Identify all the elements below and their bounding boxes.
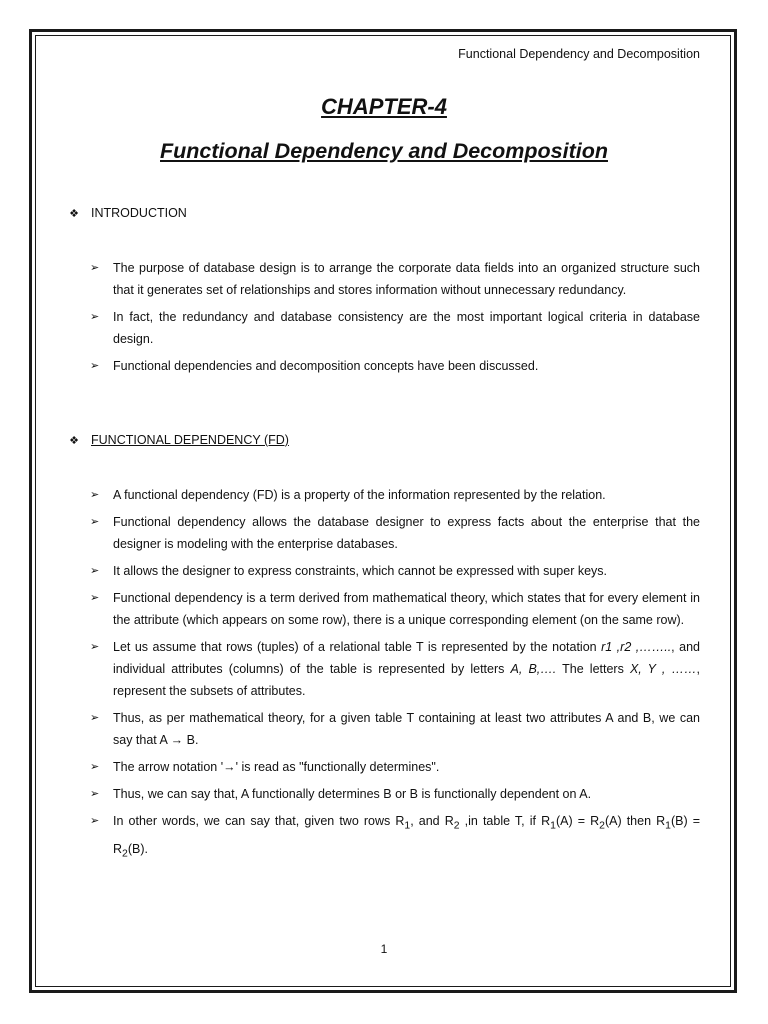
notation-paragraph: Let us assume that rows (tuples) of a relational table T is represented by the notation r1 ,r2 ,…….., and individual attributes (columns) of the table is represented by letters A, B,…. The letters X, Y , ……, represent the subsets of attributes. (113, 640, 700, 698)
arrow-bullet-icon: ➢ (90, 641, 100, 653)
list-item: ➢ In fact, the redundancy and database consistency are the most important logical criteria in database design. (90, 306, 700, 350)
list-item (90, 810, 700, 865)
list-item: ➢ The arrow notation '→' is read as "functionally determines". (90, 756, 700, 778)
arrow-bullet-icon: ➢ (90, 489, 100, 501)
introduction-list (90, 257, 700, 382)
list-item: ➢ Functional dependency is a term derived from mathematical theory, which states that for every element in the attribute (which appears on some row), there is a unique corresponding element (on the same row). (90, 587, 700, 631)
diamond-bullet-icon: ❖ (69, 207, 79, 220)
arrow-bullet-icon: ➢ (90, 311, 100, 323)
running-header: Functional Dependency and Decomposition (458, 47, 700, 61)
arrow-bullet-icon: ➢ (90, 516, 100, 528)
list-item: ➢ Functional dependency allows the database designer to express facts about the enterprise that the designer is modeling with the enterprise databases. (90, 511, 700, 555)
arrow-bullet-icon: ➢ (90, 262, 100, 274)
section-heading-text: FUNCTIONAL DEPENDENCY (FD) (91, 433, 289, 447)
arrow-bullet-icon: ➢ (90, 565, 100, 577)
list-item: ➢ Thus, as per mathematical theory, for a given table T containing at least two attributes A and B, we can say that A → B. (90, 707, 700, 751)
list-item: ➢ Thus, we can say that, A functionally determines B or B is functionally dependent on A. (90, 783, 700, 805)
page-number: 1 (380, 942, 388, 956)
arrow-bullet-icon: ➢ (90, 592, 100, 604)
functional-dependency-list (90, 484, 700, 870)
arrow-bullet-icon: ➢ (90, 712, 100, 724)
diamond-bullet-icon: ❖ (69, 434, 79, 447)
list-item: ➢ The purpose of database design is to arrange the corporate data fields into an organized structure such that it generates set of relationships and stores information without unnecessary redundancy. (90, 257, 700, 301)
arrow-bullet-icon: ➢ (90, 761, 100, 773)
arrow-bullet-icon: ➢ (90, 360, 100, 372)
arrow-bullet-icon: ➢ (90, 815, 100, 827)
chapter-title: Functional Dependency and Decomposition (160, 139, 608, 163)
rows-example-paragraph: In other words, we can say that, given two rows $R_1$, and $R_2$ ,in table T, if $R_1(A) = R_2(A)$ then $R_1(B) = R_2(B)$. (113, 814, 701, 859)
list-item: ➢ It allows the designer to express constraints, which cannot be expressed with super keys. (90, 560, 700, 582)
section-heading-introduction (68, 206, 187, 220)
list-item: ➢ Functional dependencies and decomposition concepts have been discussed. (90, 355, 700, 377)
section-heading-functional-dependency (68, 433, 289, 447)
section-heading-text: INTRODUCTION (91, 206, 187, 220)
arrow-bullet-icon: ➢ (90, 788, 100, 800)
list-item (90, 636, 700, 702)
list-item: ➢ A functional dependency (FD) is a property of the information represented by the relation. (90, 484, 700, 506)
chapter-number: CHAPTER-4 (321, 94, 447, 119)
